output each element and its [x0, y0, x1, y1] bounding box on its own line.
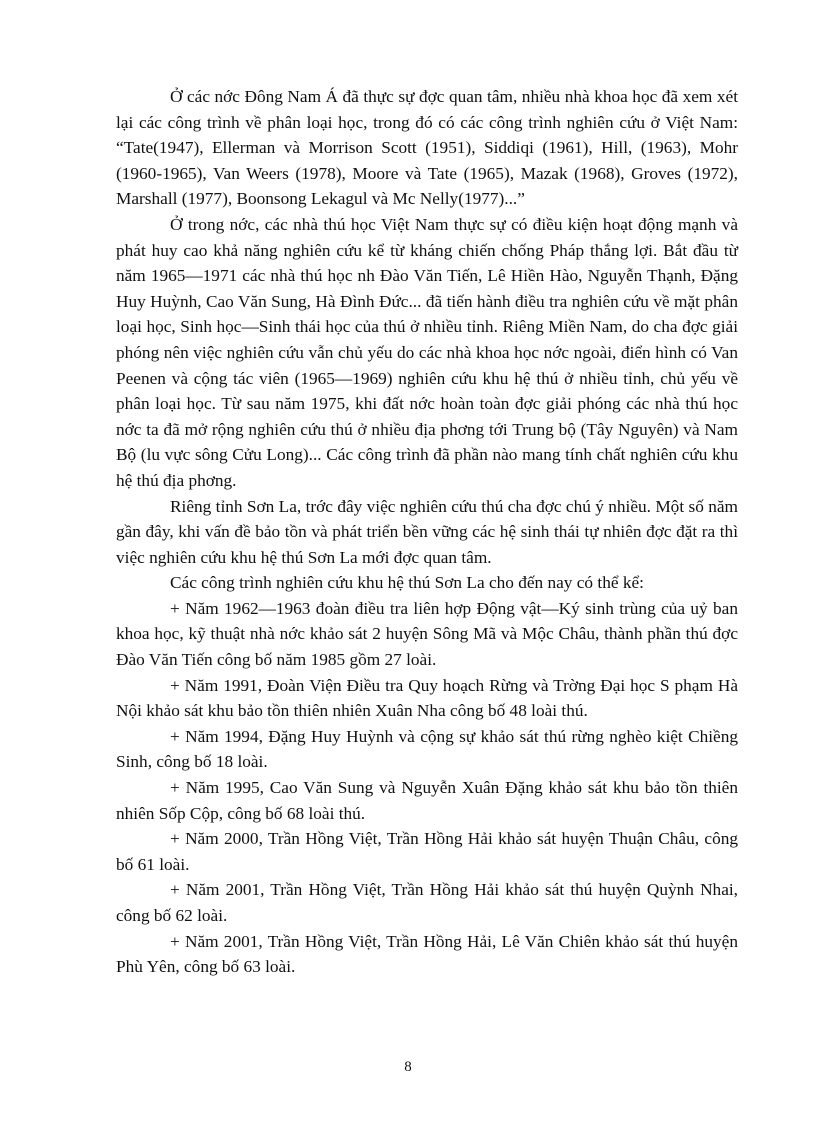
- paragraph-works-list-intro: Các công trình nghiên cứu khu hệ thú Sơn La cho đến nay có thể kể:: [170, 573, 644, 593]
- list-item-1991: + Năm 1991, Đoàn Viện Điều tra Quy hoạch Rừng và Trờng Đại học S phạm Hà Nội khảo sát khu bảo tồn thiên nhiên Xuân Nha công bố 48 loài thú.: [116, 675, 738, 721]
- paragraph-vietnam-research: Ở trong nớc, các nhà thú học Việt Nam thực sự có điều kiện hoạt động mạnh và phát huy cao khả năng nghiên cứu kể từ kháng chiến chống Pháp thắng lợi. Bắt đầu từ năm 1965—1971 các nhà thú học nh Đào Văn Tiến, Lê Hiền Hào, Nguyễn Thạnh, Đặng Huy Huỳnh, Cao Văn Sung, Hà Đình Đức... đã tiến hành điều tra nghiên cứu về mặt phân loại học, Sinh học—Sinh thái học của thú ở nhiều tỉnh. Riêng Miền Nam, do cha đợc giải phóng nên việc nghiên cứu vẫn chủ yếu do các nhà khoa học nớc ngoài, điển hình có Van Peenen và cộng tác viên (1965—1969) nghiên cứu khu hệ thú ở nhiều tỉnh, chủ yếu về phân loại học. Từ sau năm 1975, khi đất nớc hoàn toàn đợc giải phóng các nhà thú học nớc ta đã mở rộng nghiên cứu thú ở nhiều địa phơng tới Trung bộ (Tây Nguyên) và Nam Bộ (lu vực sông Cửu Long)... Các công trình đã phần nào mang tính chất nghiên cứu khu hệ thú địa phơng.: [116, 214, 738, 490]
- paragraph-son-la-intro: Riêng tỉnh Sơn La, trớc đây việc nghiên cứu thú cha đợc chú ý nhiều. Một số năm gần đây, khi vấn đề bảo tồn và phát triển bền vững các hệ sinh thái tự nhiên đợc đặt ra thì việc nghiên cứu khu hệ thú Sơn La mới đợc quan tâm.: [116, 496, 738, 567]
- page-number: 8: [404, 1059, 412, 1075]
- list-item-1994: + Năm 1994, Đặng Huy Huỳnh và cộng sự khảo sát thú rừng nghèo kiệt Chiềng Sinh, công bố 18 loài.: [116, 726, 738, 772]
- list-item-1995: + Năm 1995, Cao Văn Sung và Nguyễn Xuân Đặng khảo sát khu bảo tồn thiên nhiên Sốp Cộp, công bố 68 loài thú.: [116, 778, 738, 823]
- list-item-1962-1963: + Năm 1962—1963 đoàn điều tra liên hợp Động vật—Ký sinh trùng của uỷ ban khoa học, kỹ thuật nhà nớc khảo sát 2 huyện Sông Mã và Mộc Châu, thành phần thú đợc Đào Văn Tiến công bố năm 1985 gồm 27 loài.: [116, 598, 738, 670]
- list-item-2001-quynh-nhai: + Năm 2001, Trần Hồng Việt, Trần Hồng Hải khảo sát thú huyện Quỳnh Nhai, công bố 62 loài.: [116, 880, 738, 925]
- list-item-2000: + Năm 2000, Trần Hồng Việt, Trần Hồng Hải khảo sát huyện Thuận Châu, công bố 61 loài.: [116, 829, 738, 874]
- document-body: [116, 84, 738, 980]
- paragraph-southeast-asia-research: Ở các nớc Đông Nam Á đã thực sự đợc quan tâm, nhiều nhà khoa học đã xem xét lại các công trình về phân loại học, trong đó có các công trình nghiên cứu ở Việt Nam: “Tate(1947), Ellerman và Morrison Scott (1951), Siddiqi (1961), Hill, (1963), Mohr (1960-1965), Van Weers (1978), Moore và Tate (1965), Mazak (1968), Groves (1972), Marshall (1977), Boonsong Lekagul và Mc Nelly(1977)...”: [116, 87, 738, 209]
- list-item-2001-phu-yen: + Năm 2001, Trần Hồng Việt, Trần Hồng Hải, Lê Văn Chiên khảo sát thú huyện Phù Yên, công bố 63 loài.: [116, 931, 738, 977]
